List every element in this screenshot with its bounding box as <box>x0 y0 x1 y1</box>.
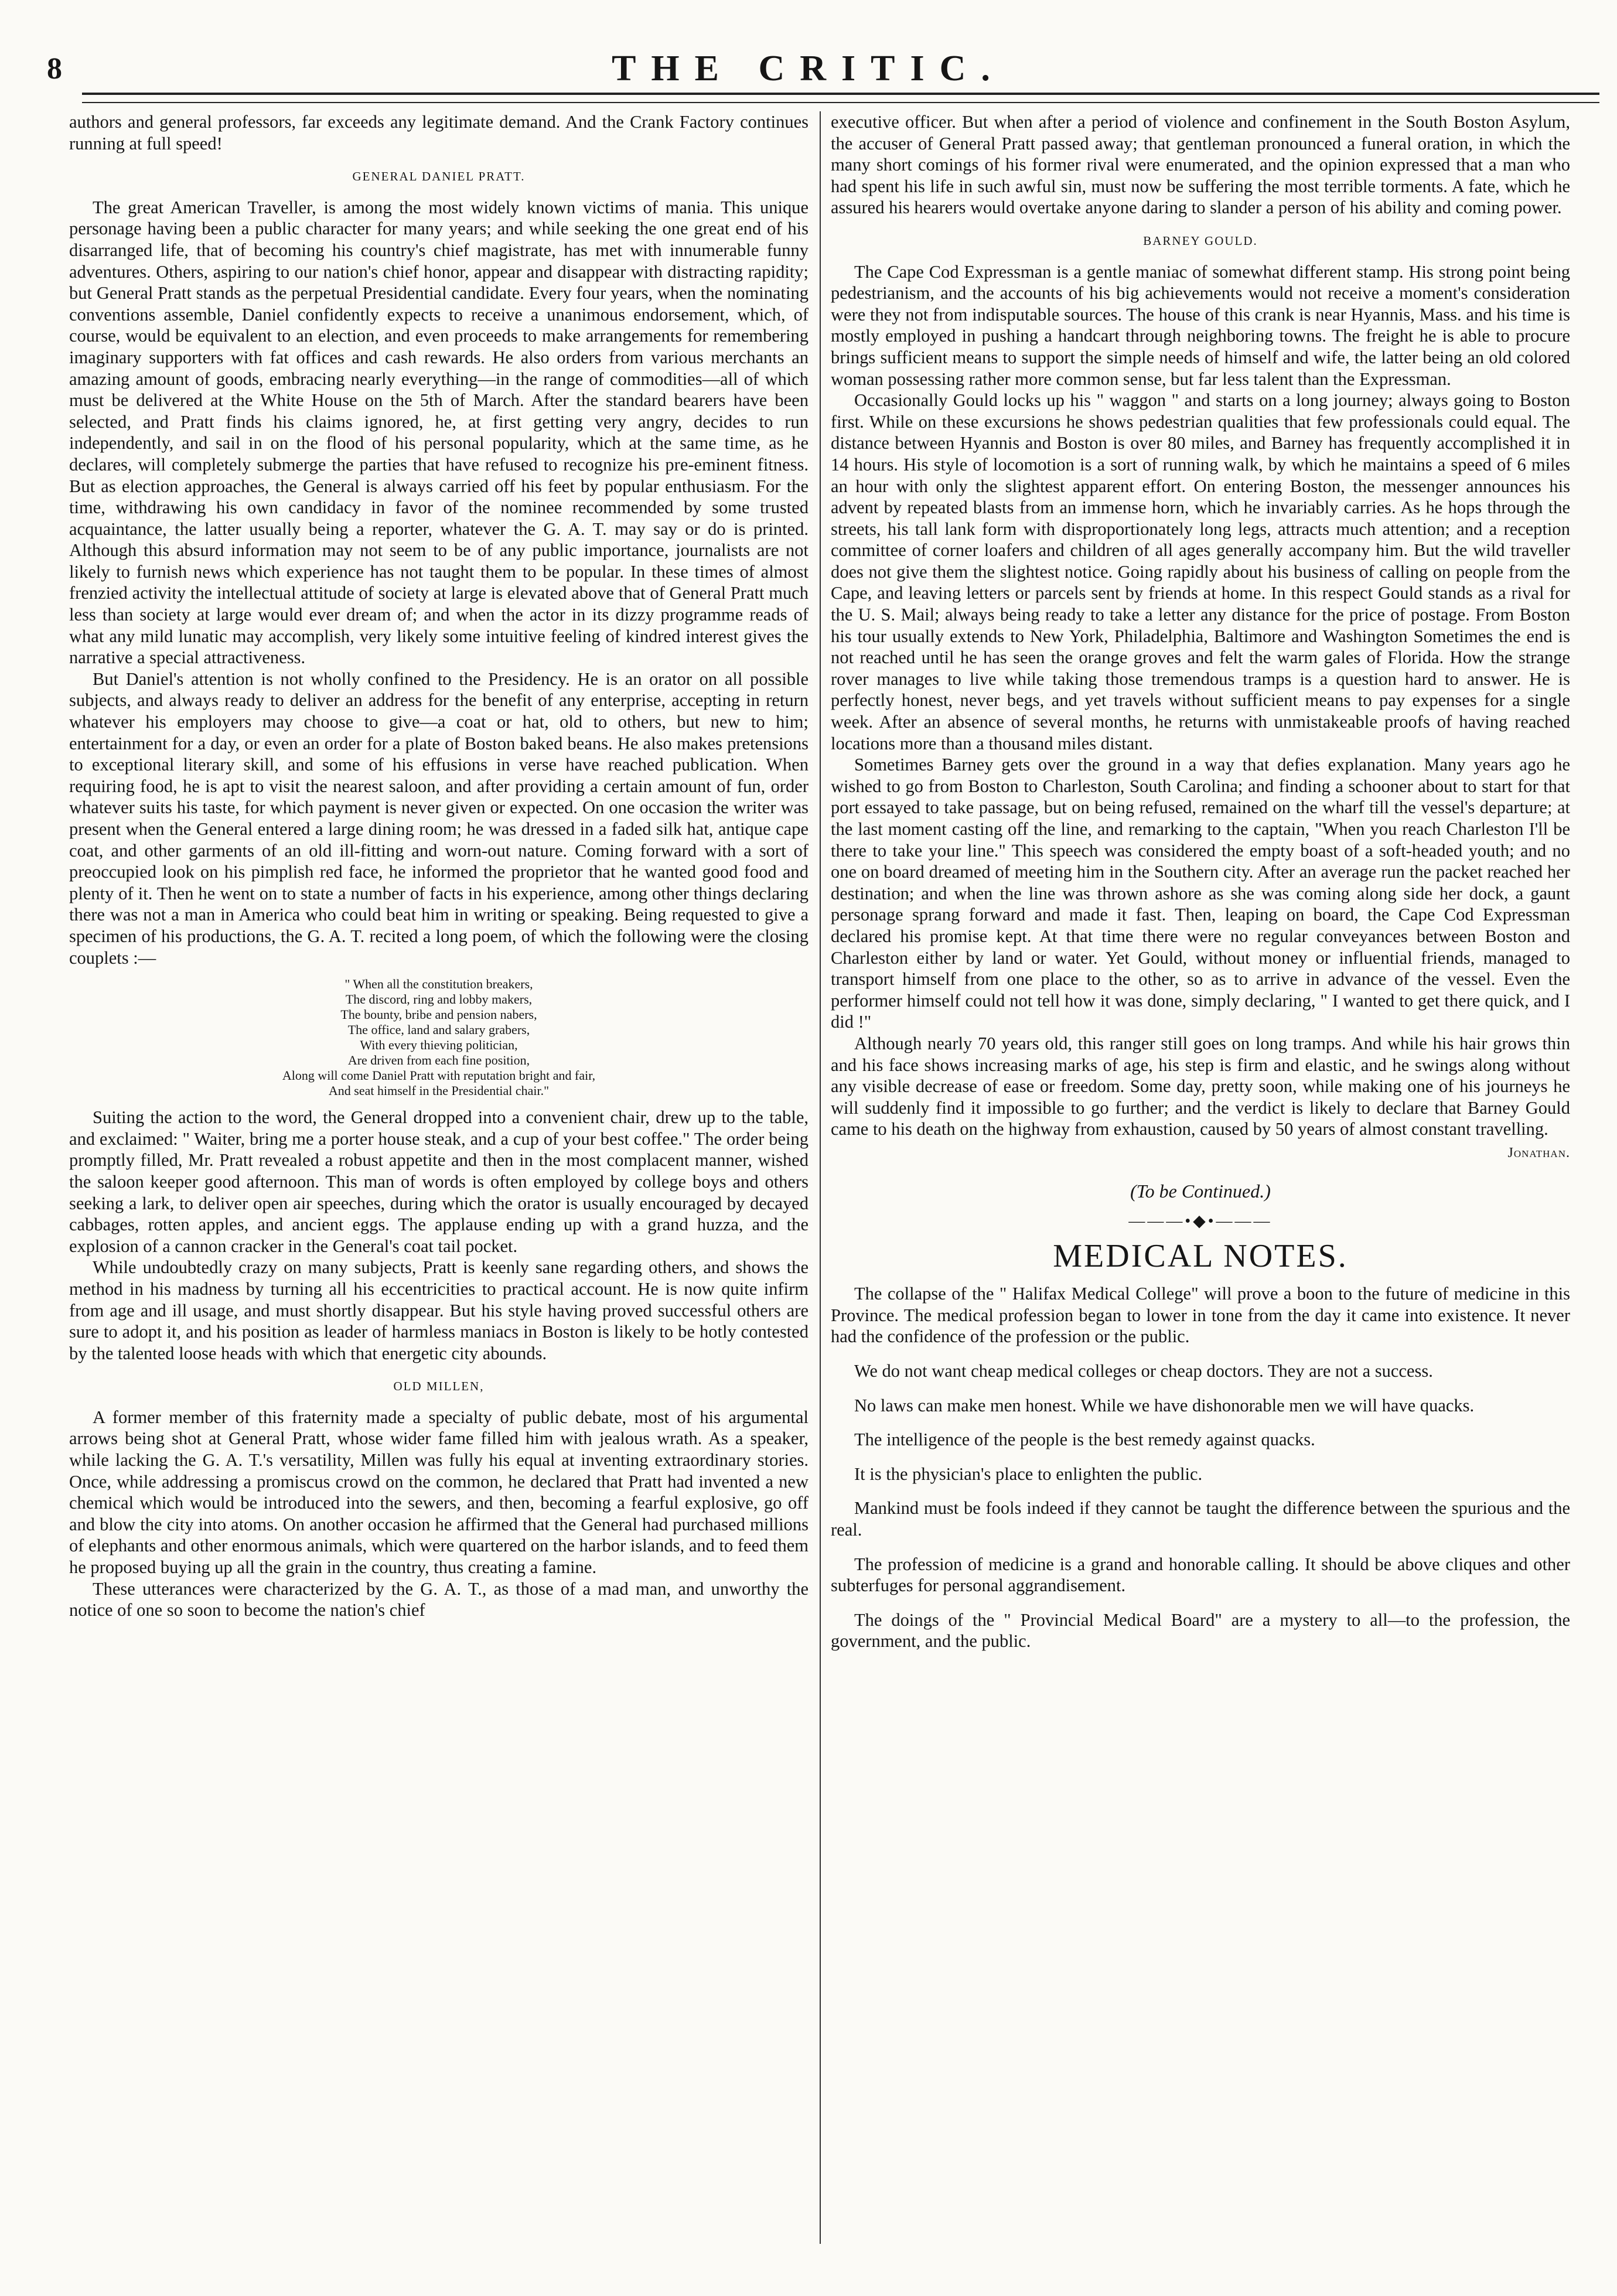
column-divider <box>820 111 821 2244</box>
poem-line: The bounty, bribe and pension nabers, <box>340 1007 537 1022</box>
carryover-paragraph: executive officer. But when after a period of violence and confinement in the South Boston Asylum, the accuser of General Pratt passed away; that gentleman pronounced a funeral oration, in which the many short comings of his former rival were enumerated, and the opinion expressed that a man who had spent his life in such awful sin, must now be suffering the most terrible torments. A fate, which he assured his hearers would overtake anyone daring to slander a person of his ability and coming power. <box>831 112 1570 218</box>
medical-note: The collapse of the " Halifax Medical College" will prove a boon to the future of medicine in this Province. The medical profession began to lower in tone from the day it came into existence. It never had the confidence of the profession or the public. <box>831 1284 1570 1347</box>
gould-paragraph-1: The Cape Cod Expressman is a gentle maniac of somewhat different stamp. His strong point being pedestrianism, and the accounts of his big achievements would not receive a moment's consideration were they not from indisputable sources. The house of this crank is near Hyannis, Mass. and his time is mostly employed in pushing a handcart through neighboring towns. The freight he is able to procure brings sufficient means to support the simple needs of himself and wife, the latter being an old colored woman possessing rather more common sense, but far less talent than the Expressman. <box>831 261 1570 389</box>
poem-line: Are driven from each fine position, <box>347 1053 530 1068</box>
medical-note: The doings of the " Provincial Medical Board" are a mystery to all—to the profession, the government, and the public. <box>831 1609 1570 1652</box>
millen-paragraph-1: A former member of this fraternity made a specialty of public debate, most of his argumental arrows being shot at General Pratt, whose wider fame filled him with jealous wrath. As a speaker, while lacking the G. A. T.'s versatility, Millen was fully his equal at inventing extraordinary stories. Once, while addressing a promiscus crowd on the common, he declared that Pratt had invented a new chemical which would be introduced into the sewers, and then, becoming a fearful explosive, go off and blow the city into atoms. On another occasion he affirmed that the General had purchased millions of elephants and other enormous animals, which were quartered on the harbor islands, and to feed them he proposed buying up all the grain in the country, thus creating a famine. <box>69 1407 808 1578</box>
right-column <box>831 111 1570 1665</box>
poem-line: With every thieving politician, <box>360 1038 518 1053</box>
millen-paragraph-2: These utterances were characterized by the G. A. T., as those of a mad man, and unworthy the notice of one so soon to become the nation's chief <box>69 1578 808 1620</box>
pratt-paragraph-3: Suiting the action to the word, the General dropped into a convenient chair, drew up to the table, and exclaimed: " Waiter, bring me a porter house steak, and a cup of your best coffee." The order being promptly filled, Mr. Pratt revealed a robust appetite and then in the most complacent manner, wished the saloon keeper good afternoon. This man of words is often employed by college boys and others seeking a lark, to deliver open air speeches, during which the orator is usually encouraged by decayed cabbages, rotten apples, and ancient eggs. The applause ending up with a grand huzza, and the explosion of a cannon cracker in the General's coat tail pocket. <box>69 1107 808 1256</box>
medical-note: Mankind must be fools indeed if they cannot be taught the difference between the spurious and the real. <box>831 1498 1570 1540</box>
gould-paragraph-2: Occasionally Gould locks up his " waggon " and starts on a long journey; always going to Boston first. While on these excursions he shows pedestrian qualities that few professionals could equal. The distance between Hyannis and Boston is over 80 miles, and Barney has frequently accomplished it in 14 hours. His style of locomotion is a sort of running walk, by which he maintains a speed of 6 miles an hour with only the slightest apparent effort. On entering Boston, the messenger announces his advent by repeated blasts from an immense horn, which he invariably carries. As he hops through the streets, his tall lank form with disproportionately long legs, attracts much attention; and a reception committee of corner loafers and children of all ages generally accompany him. But the wild traveller does not give them the slightest notice. Going rapidly about his business of calling on people from the Cape, and leaving letters or parcels sent by friends at home. In this respect Gould stands as a rival for the U. S. Mail; always being ready to take a letter any distance for the price of postage. From Boston his tour usually extends to New York, Philadelphia, Baltimore and Washington Sometimes the end is not reached until he has seen the orange groves and felt the warm gales of Florida. How the strange rover manages to live while taking those tremendous tramps is a question hard to answer. He is perfectly honest, never begs, and yet travels without sufficient means to pay expenses for a single week. After an absence of several months, he returns with unmistakeable proofs of having reached locations more than a thousand miles distant. <box>831 390 1570 753</box>
medical-note: The intelligence of the people is the best remedy against quacks. <box>854 1430 1315 1450</box>
section-heading-millen: OLD MILLEN, <box>393 1379 485 1394</box>
pratt-paragraph-4: While undoubtedly crazy on many subjects, Pratt is keenly sane regarding others, and shows the method in his madness by turning all his eccentricities to practical account. He is now quite infirm from age and ill usage, and must shortly disappear. But his style having proved successful others are sure to adopt it, and his position as leader of harmless maniacs in Boston is likely to be hotly contested by the talented loose heads with which that energetic city abounds. <box>69 1257 808 1363</box>
gould-paragraph-3: Sometimes Barney gets over the ground in a way that defies explanation. Many years ago he wished to go from Boston to Charleston, South Carolina; and finding a schooner about to start for that port essayed to take passage, but on being refused, remained on the wharf till the vessel's departure; at the last moment casting off the line, and remarking to the captain, "When you reach Charleston I'll be there to take your line." This speech was considered the empty boast of a soft-headed youth; and no one on board dreamed of meeting him in the Southern city. After an average run the packet reached her destination; and when the line was thrown ashore as she was coming along side her dock, a gaunt personage sprang forward and made it fast. Then, leaping on board, the Cape Cod Expressman declared his promise kept. At that time there were no regular conveyances between Boston and Charleston either by land or water. Yet Gould, without money or influential friends, managed to transport himself from one place to the other, so as to arrive in advance of the vessel. Even the performer himself could not tell how it was done, simply declaring, " I wanted to get there quick, and I did !" <box>831 755 1570 1032</box>
author-signature: Jonathan. <box>1507 1145 1570 1161</box>
medical-note: No laws can make men honest. While we have dishonorable men we will have quacks. <box>854 1395 1475 1415</box>
left-column <box>69 111 808 1621</box>
pratt-paragraph-2: But Daniel's attention is not wholly confined to the Presidency. He is an orator on all possible subjects, and always ready to deliver an address for the benefit of any enterprise, accepting in return whatever his employers may choose to give—a coat or hat, old to others, but new to him; entertainment for a day, or even an order for a plate of Boston baked beans. He also makes pretensions to exceptional literary skill, and some of his effusions in verse have reached publication. When requiring food, he is apt to visit the nearest saloon, and after providing a certain amount of fun, order whatever suits his taste, for which payment is never given or expected. On one occasion the writer was present when the General entered a large dining room; he was dressed in a faded silk hat, antique cape coat, and other garments of an old ill-fitting and worn-out nature. Coming forward with a sort of preoccupied look on his pimplish red face, he informed the proprietor that he wanted good food and plenty of it. Then he went on to state a number of facts in his experience, among other things declaring there was not a man in America who could beat him in writing or speaking. Being requested to give a specimen of his productions, the G. A. T. recited a long poem, of which the following were the closing couplets :— <box>69 668 808 968</box>
medical-note: The profession of medicine is a grand and honorable calling. It should be above cliques and other subterfuges for personal aggrandisement. <box>831 1554 1570 1596</box>
intro-paragraph: authors and general professors, far exceeds any legitimate demand. And the Crank Factory continues running at full speed! <box>69 112 808 153</box>
pratt-paragraph-1: The great American Traveller, is among the most widely known victims of mania. This unique personage having been a public character for many years; and while seeking the one great end of his disarranged life, that of becoming his country's chief magistrate, has met with innumerable funny adventures. Others, aspiring to our nation's chief honor, appear and disappear with distracting rapidity; but General Pratt stands as the perpetual Presidential candidate. Every four years, when the nominating conventions assemble, Daniel confidently expects to receive a unanimous endorsement, which, of course, would be equivalent to an election, and even proceeds to make arrangements for remembering imaginary supporters with fat offices and cash rewards. He also orders from various merchants an amazing amount of goods, embracing nearly everything—in the range of commodities—all of which must be delivered at the White House on the 5th of March. After the standard bearers have been selected, and Pratt finds his claims ignored, he, at first getting very angry, decides to run independently, and sail in on the flood of his personal popularity, which at the same time, as he declares, will completely submerge the parties that have refused to recognize his pre-eminent fitness. But as election approaches, the General is always carried off his feet by popular enthusiasm. For the time, withdrawing his own candidacy in favor of the nominee recommended by some trusted acquaintance, the latter usually being a reporter, whatever the G. A. T. may say or do is printed. Although this absurd information may not seem to be of any public importance, journalists are not likely to furnish news which experience has not taught them to be popular. In these times of almost frenzied activity the intellectual attitude of society at large is elevated above that of General Pratt much less than society at large would ever dream of; and when the actor in its dizzy programme reads of what any mild lunatic may accomplish, very likely some intuitive feeling of kindred interest gives the narrative a special attractiveness. <box>69 197 808 668</box>
page-number: 8 <box>47 52 62 86</box>
medical-note: It is the physician's place to enlighten the public. <box>854 1463 1203 1484</box>
poem-line: The office, land and salary grabers, <box>347 1022 530 1038</box>
masthead-title: THE CRITIC. <box>612 49 1005 88</box>
to-be-continued: (To be Continued.) <box>1130 1180 1271 1202</box>
section-heading-pratt: GENERAL DANIEL PRATT. <box>352 169 526 184</box>
medical-notes-title: MEDICAL NOTES. <box>1053 1237 1348 1274</box>
poem-line: Along will come Daniel Pratt with reputation bright and fair, <box>282 1068 596 1083</box>
poem-line: The discord, ring and lobby makers, <box>345 992 533 1007</box>
header-rule <box>82 93 1599 103</box>
ornament-divider: ———•◆•——— <box>1128 1212 1273 1231</box>
poem-block <box>69 977 808 1098</box>
poem-line: And seat himself in the Presidential chair." <box>328 1083 550 1098</box>
gould-paragraph-4: Although nearly 70 years old, this ranger still goes on long tramps. And while his hair grows thin and his face shows increasing marks of age, his step is firm and elastic, and he swings along without any visible decrease of ease or freedom. Some day, pretty soon, while making one of his journeys he will suddenly find it impossible to go further; and the verdict is likely to declare that Barney Gould came to his death on the highway from exhaustion, caused by 50 years of almost constant travelling. <box>831 1033 1570 1140</box>
poem-line: " When all the constitution breakers, <box>344 977 533 992</box>
section-heading-gould: BARNEY GOULD. <box>1143 233 1258 248</box>
medical-note: We do not want cheap medical colleges or cheap doctors. They are not a success. <box>854 1361 1433 1381</box>
